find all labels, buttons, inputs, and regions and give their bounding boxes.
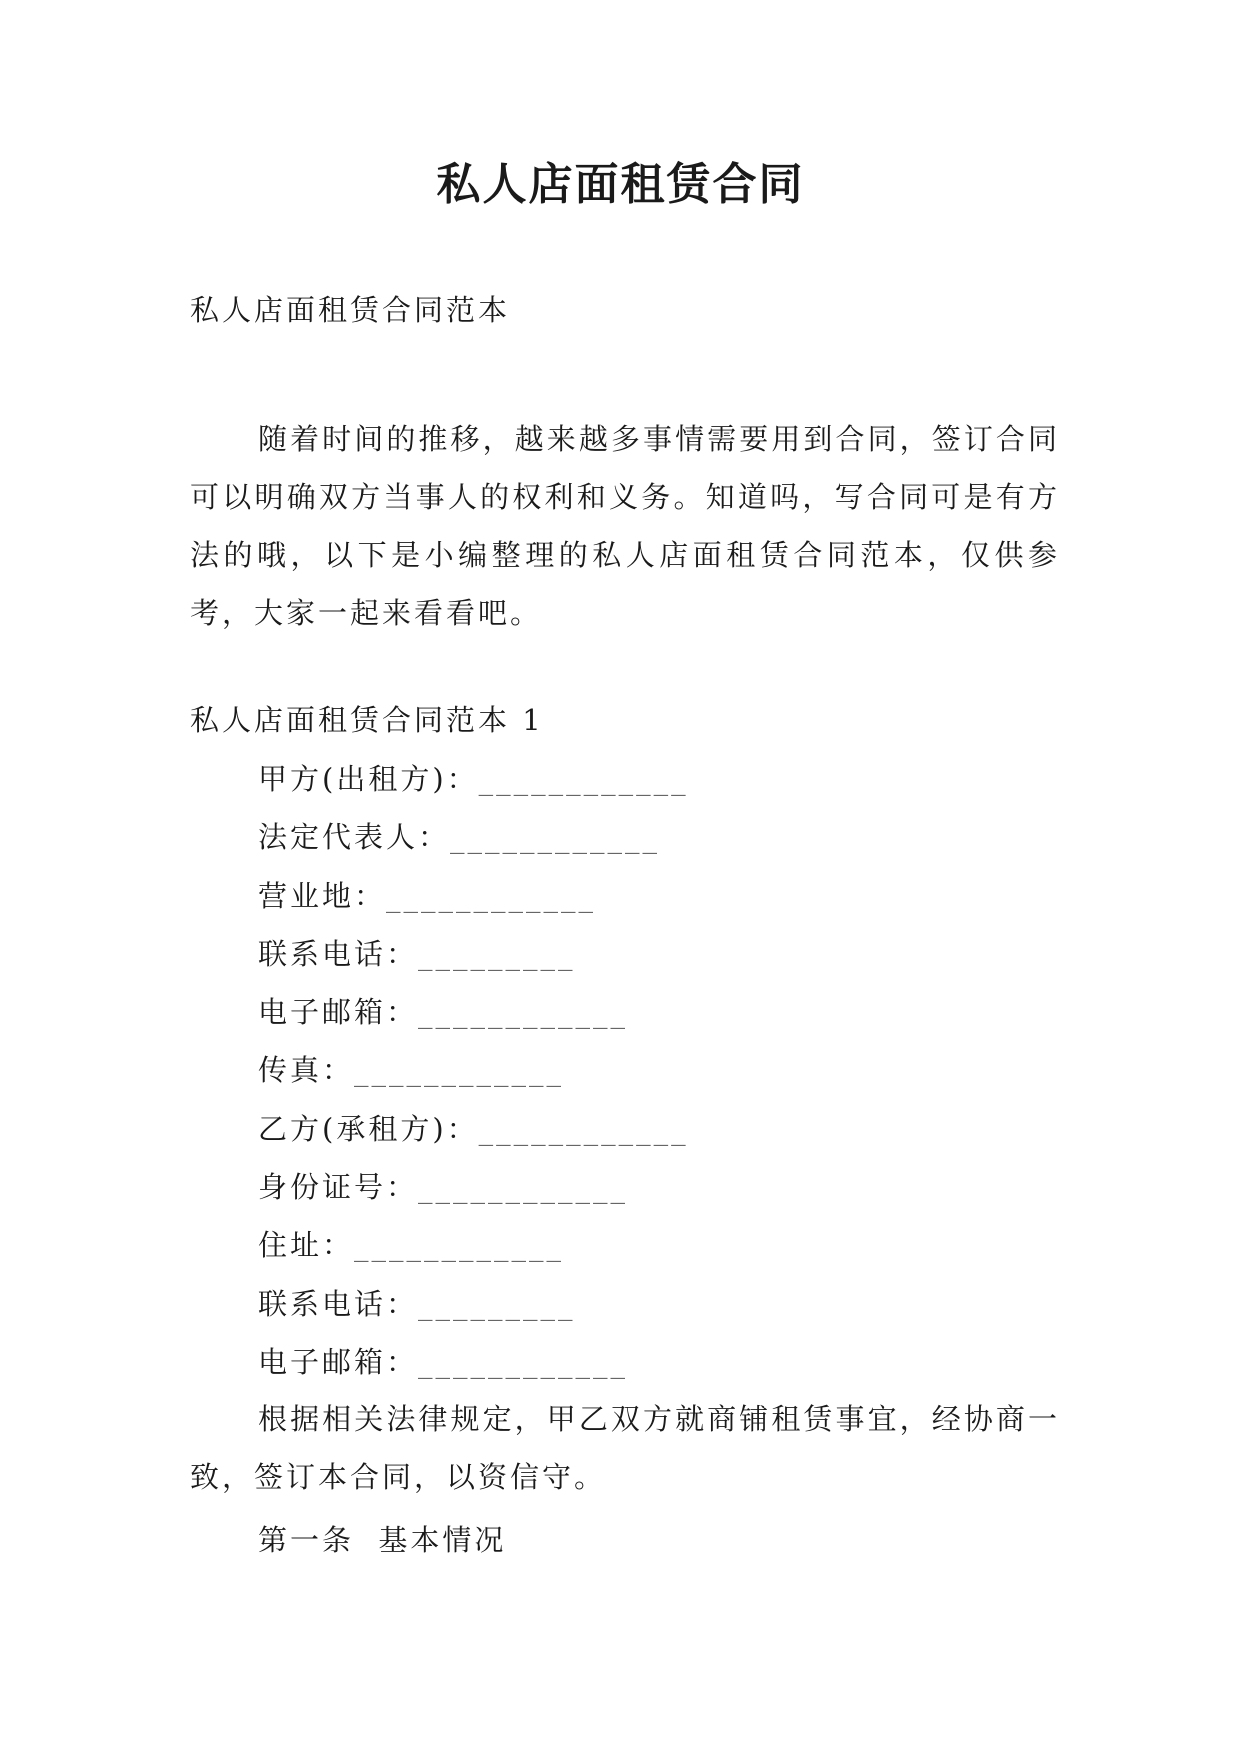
document-title: 私人店面租赁合同 [436,159,805,210]
field-blank: ____________ [418,1170,629,1205]
field-blank: ____________ [354,1053,565,1088]
field-label: 身份证号： [258,1170,419,1205]
field-lessee [258,1108,689,1166]
field-label: 营业地： [258,878,387,913]
field-blank: ____________ [450,820,661,855]
field-label: 法定代表人： [258,820,451,855]
field-lessor [258,758,689,816]
field-lessor-phone [258,933,689,991]
field-address [258,1224,689,1282]
article-heading: 第一条 基本情况 [258,1523,507,1557]
field-label: 电子邮箱： [258,995,419,1030]
field-blank: ____________ [418,995,629,1030]
party-fields [258,758,689,1399]
field-label: 传真： [258,1053,355,1088]
field-label: 住址： [258,1228,355,1263]
field-fax [258,1049,689,1107]
field-blank: _________ [418,1286,576,1321]
field-legal-rep [258,816,689,874]
section-heading: 私人店面租赁合同范本 1 [190,703,544,737]
field-lessee-phone [258,1283,689,1341]
field-blank: ____________ [418,1344,629,1379]
field-label: 乙方(承租方)： [258,1111,479,1146]
field-label: 电子邮箱： [258,1344,419,1379]
field-id-number [258,1166,689,1224]
field-label: 甲方(出租方)： [258,762,479,796]
agreement-paragraph: 根据相关法律规定，甲乙双方就商铺租赁事宜，经协商一致，签订本合同，以资信守。 [190,1402,1060,1494]
field-blank: ____________ [354,1228,565,1263]
intro-paragraph: 随着时间的推移，越来越多事情需要用到合同，签订合同可以明确双方当事人的权利和义务。知道吗，写合同可是有方法的哦，以下是小编整理的私人店面租赁合同范本，仅供参考，大家一起来看看吧。 [190,422,1060,630]
field-blank: ____________ [478,762,689,796]
field-label: 联系电话： [258,1286,419,1321]
field-blank: ____________ [478,1111,689,1146]
field-business-address [258,875,689,933]
field-blank: ____________ [386,878,597,913]
field-lessor-email [258,991,689,1049]
field-blank: _________ [418,936,576,971]
field-label: 联系电话： [258,936,419,971]
document-subtitle: 私人店面租赁合同范本 [190,293,511,327]
